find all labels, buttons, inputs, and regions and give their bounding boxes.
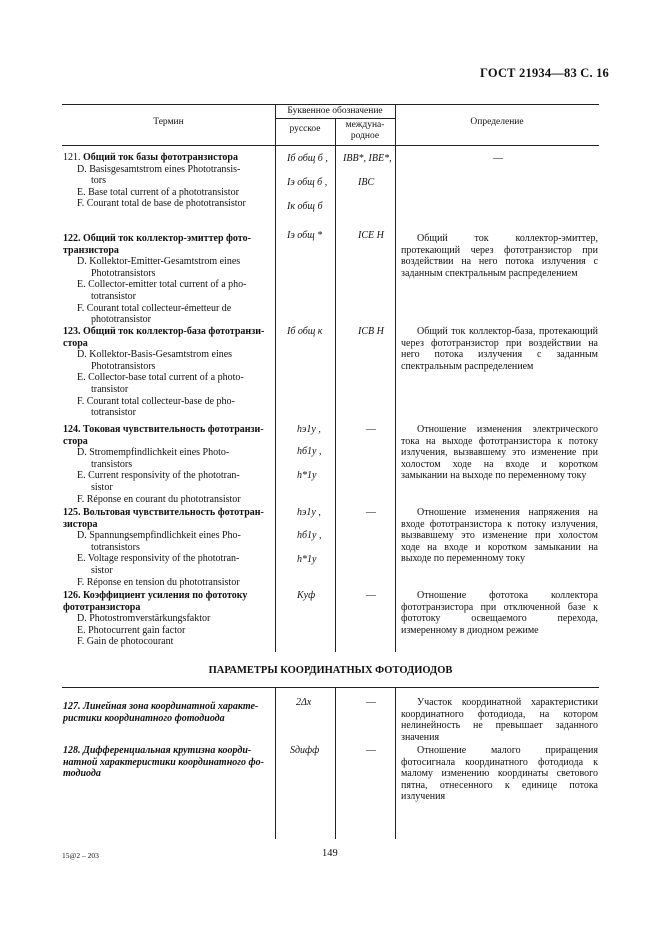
header-definition: Определение [470,117,524,127]
sym-123-ru: Iб общ к [287,326,323,337]
term-121-de-cont: tors [91,175,106,187]
term-123-heading2: стора [63,337,88,349]
sym-121-ru-2: Iэ общ б , [287,177,328,188]
sym-127-intl: — [366,697,376,708]
term-128-heading2: натной характеристики координатного фо- [63,756,264,768]
section-title: ПАРАМЕТРЫ КООРДИНАТНЫХ ФОТОДИОДОВ [208,665,453,676]
table-top-rule [62,104,599,105]
col2-divider-3 [395,687,396,839]
sym-121-intl-2: IBC [358,177,375,188]
term-123-de-cont: Phototransistors [91,360,156,372]
term-122 [63,233,270,326]
def-127: Участок координатной характеристики координатного фотодиода, на котором нелинейность не превышает заданного значения [401,697,598,743]
sym-126-ru: Kуф [297,590,316,601]
page-number: 149 [322,848,338,859]
sym-125-ru-3: h*1у [297,554,317,565]
page-header-title: ГОСТ 21934—83 С. 16 [480,66,609,80]
col-divider-3 [395,104,396,652]
term-125 [63,507,270,588]
term-125-en-cont: sistor [91,564,113,576]
term-122-en: E. Collector-emitter total current of a pho- [77,279,247,291]
col-divider-2 [335,118,336,652]
term-122-en-cont: totransistor [91,290,136,302]
term-126-fr: F. Gain de photocourant [77,636,174,648]
term-122-de-cont: Phototransistors [91,267,156,279]
term-122-heading2: транзистора [63,244,119,256]
term-124-en: E. Current responsivity of the phototran- [77,470,240,482]
term-124-en-cont: sistor [91,481,113,493]
term-121 [63,152,270,210]
term-128-heading: 128. Дифференциальная крутизна коорди- [63,745,252,756]
sym-123-intl: ICB H [358,326,384,337]
term-124-fr: F. Réponse en courant du phototransistor [77,493,241,505]
header-international [335,120,395,142]
def-128: Отношение малого приращения фотосигнала координатного фотодиода к малому изменению координаты светового пятна, отнесенного к единице потока излучения [401,745,598,803]
sym-125-ru-2: hб1у , [297,530,322,541]
header-international-line2: родное [350,131,380,141]
def-121: — [493,153,503,164]
term-124-de-cont: transistors [91,458,133,470]
sym-122-ru: Iэ общ * [287,230,323,241]
term-124-heading2: стора [63,435,88,447]
section2-top-rule [62,687,599,688]
term-123-en: E. Collector-base total current of a photo- [77,372,244,384]
term-122-fr: F. Courant total collecteur-émetteur de [77,302,232,314]
term-128-heading3: тодиода [63,768,101,780]
def-126: Отношение фототока коллектора фототранзистора при отключенной базе к фототоку освещаемого перехода, измеренному в диодном режиме [401,590,598,636]
term-124 [63,424,270,505]
term-122-fr-cont: phototransistor [91,314,151,326]
term-125-en: E. Voltage responsivity of the phototran- [77,553,240,565]
header-letter-designation: Буквенное обозначение [287,106,383,116]
term-126-en: E. Photocurrent gain factor [77,624,186,636]
sym-121-intl-1: IBB*, IBE*, [343,153,392,164]
term-122-heading: 122. Общий ток коллектор-эмиттер фото- [63,233,251,244]
header-russian: русское [289,124,321,134]
term-122-de: D. Kollektor-Emitter-Gesamtstrom eines [77,256,241,268]
col-divider-1 [275,104,276,652]
term-121-fr: F. Courant total de base de phototransistor [77,198,246,210]
sym-124-intl: — [366,424,376,435]
term-127 [63,701,270,724]
term-127-heading2: ристики координатного фотодиода [63,712,225,724]
term-125-de: D. Spannungsempfindlichkeit eines Pho- [77,530,241,542]
term-125-heading2: зистора [63,518,98,530]
term-127-heading: 127. Линейная зона координатной характе- [63,701,259,712]
term-126 [63,590,270,648]
sym-124-ru-2: hб1у , [297,446,322,457]
sym-127-ru: 2Δx [296,697,312,708]
table-header-bottom-rule [62,145,599,146]
term-123-de: D. Kollektor-Basis-Gesamtstrom eines [77,349,233,361]
term-123-fr: F. Courant total collecteur-base de pho- [77,395,235,407]
term-124-de: D. Stromempfindlichkeit eines Photo- [77,447,230,459]
term-126-de: D. Photostromverstärkungsfaktor [77,613,211,625]
term-121-de: D. Basisgesamtstrom eines Phototransis- [77,163,241,175]
def-123: Общий ток коллектор-база, протекающий через фототранзистор при воздействии на него потока излучения с заданным спектральным распределением [401,326,598,372]
sym-124-ru-3: h*1у [297,470,317,481]
sym-121-ru-1: Iб общ б , [287,153,328,164]
header-term: Термин [153,117,184,127]
sym-128-ru: Sдифф [290,745,320,756]
sym-121-ru-3: Iк общ б [287,201,323,212]
term-125-de-cont: totransistors [91,541,140,553]
term-128 [63,745,270,780]
term-125-fr: F. Réponse en tension du phototransistor [77,576,240,588]
term-125-heading: 125. Вольтовая чувствительность фототран- [63,507,264,518]
col2-divider-1 [275,687,276,839]
term-126-heading2: фототранзистора [63,601,141,613]
term-123-heading: 123. Общий ток коллектор-база фототранзи- [63,326,265,337]
term-124-heading: 124. Токовая чувствительность фототранзи- [63,424,264,435]
sym-125-ru-1: hэ1у , [297,507,321,518]
term-121-heading: 121. Общий ток базы фототранзистора [63,152,238,163]
def-124: Отношение изменения электрического тока на выходе фототранзистора к потоку излучения, вызвавшему это изменение при холостом ходе на входе и коротком замыкании на выходе по переменному току [401,424,598,482]
term-123-en-cont: transistor [91,383,129,395]
term-126-heading: 126. Коэффициент усиления по фототоку [63,590,248,601]
sym-128-intl: — [366,745,376,756]
def-125: Отношение изменения напряжения на входе фототранзистора к потоку излучения, вызвавшему это изменение при холостом ходе на входе и коротком замыкании на выходе по переменному току [401,507,598,565]
term-123 [63,326,270,419]
sym-124-ru-1: hэ1у , [297,424,321,435]
header-international-line1: междуна- [345,120,385,130]
col2-divider-2 [335,687,336,839]
sym-126-intl: — [366,590,376,601]
sym-122-intl: ICE H [358,230,384,241]
term-121-en: E. Base total current of a phototransistor [77,186,239,198]
sym-125-intl: — [366,507,376,518]
term-123-fr-cont: totransistor [91,407,136,419]
footer-code: 15@2 – 203 [62,851,99,860]
def-122: Общий ток коллектор-эмиттер, протекающий через фототранзистор при воздействии на него потока излучения с заданным спектральным распределением [401,233,598,279]
